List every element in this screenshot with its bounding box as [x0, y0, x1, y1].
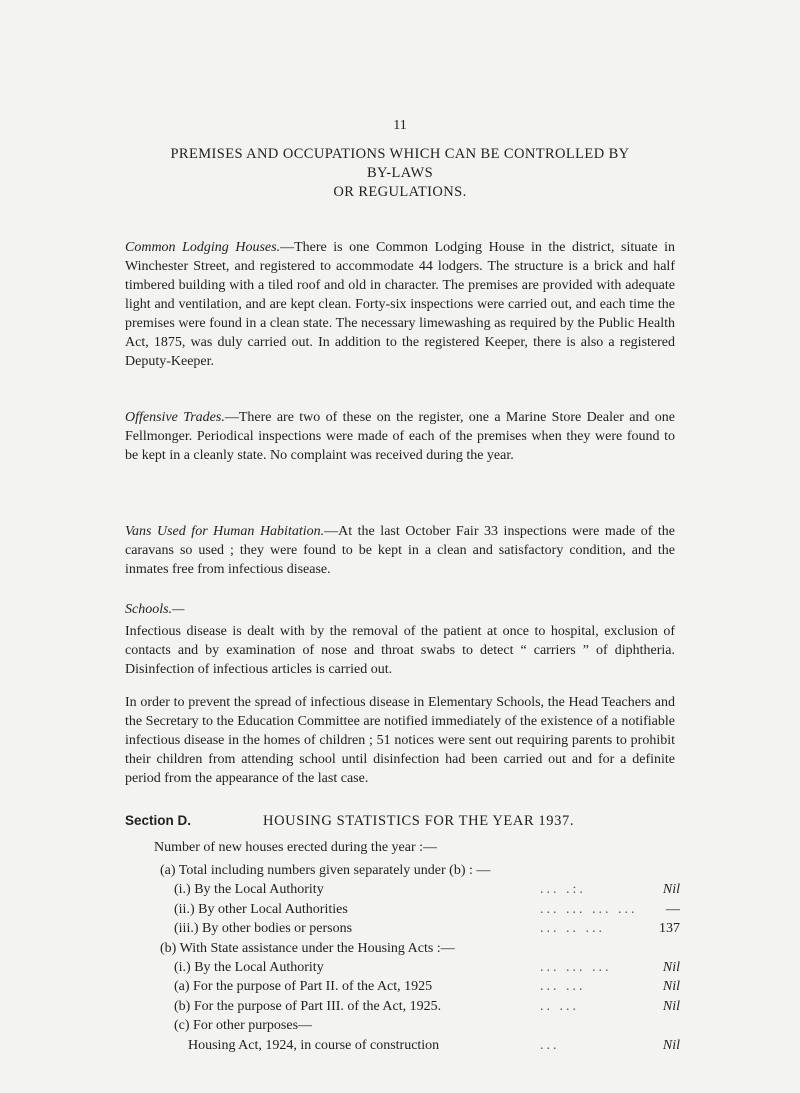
schools-heading: Schools.— [125, 602, 185, 617]
statistics-row-label: (i.) By the Local Authority [160, 959, 324, 975]
statistics-row-leader: ... [540, 1037, 560, 1053]
statistics-row-value: 137 [659, 921, 680, 937]
statistics-row [160, 902, 680, 921]
statistics-row-value: Nil [662, 979, 680, 995]
lodging-heading: Common Lodging Houses. [125, 240, 281, 255]
title-line-1: PREMISES AND OCCUPATIONS WHICH CAN BE CONTROLLED BY BY-LAWS [170, 146, 630, 181]
vans-text: —At the last October Fair 33 inspections were made of the caravans so used ; they were found to be kept in a clean and satisfactory condition, and the inmates free from infectious disease. [125, 524, 676, 577]
statistics-row [160, 863, 680, 882]
section-intro: Number of new houses erected during the year :— [154, 840, 438, 855]
statistics-row-label: (c) For other purposes— [160, 1018, 313, 1034]
statistics-row-label: (a) Total including numbers given separately under (b) : — [160, 863, 491, 878]
page-number: 11 [393, 118, 407, 133]
statistics-row-value: Nil [662, 998, 680, 1014]
trades-heading: Offensive Trades. [125, 410, 225, 425]
statistics-row-leader: ... .. ... [540, 921, 605, 937]
vans-paragraph [125, 522, 675, 579]
trades-text: —There are two of these on the register, one a Marine Store Dealer and one Fellmonger. Periodical inspections were made of each of the premises when they were found to be kept in a cleanly state. No complaint was received during the year. [125, 410, 675, 463]
statistics-row [160, 1038, 680, 1057]
lodging-paragraph [125, 238, 675, 371]
page-title [160, 145, 640, 202]
statistics-row-value: Nil [662, 959, 680, 975]
section-label: Section D. [125, 813, 192, 828]
statistics-row [160, 999, 680, 1018]
statistics-row [160, 921, 680, 940]
vans-heading: Vans Used for Human Habitation. [125, 524, 325, 539]
statistics-row [160, 1018, 680, 1037]
statistics-row [160, 882, 680, 901]
schools-paragraph-2: In order to prevent the spread of infectious disease in Elementary Schools, the Head Teachers and the Secretary to the Education Committee are notified immediately of the existence of a notifiable infectious disease in the homes of children ; 51 notices were sent out requiring parents to prohibit their children from attending school until disinfection had been carried out and for a definite period from the appearance of the last case. [125, 695, 675, 786]
title-line-2: OR REGULATIONS. [333, 184, 467, 200]
statistics-row-leader: ... ... ... [540, 959, 612, 975]
statistics-row-label: Housing Act, 1924, in course of construction [160, 1037, 440, 1053]
statistics-row-value: Nil [662, 1037, 680, 1053]
statistics-row-leader: ... .:. [540, 882, 586, 898]
statistics-row-label: (b) With State assistance under the Housing Acts :— [160, 940, 455, 956]
statistics-row [160, 941, 680, 960]
statistics-row-value: — [666, 901, 680, 917]
statistics-row [160, 979, 680, 998]
statistics-row-value: Nil [662, 882, 680, 898]
statistics-row-leader: ... ... ... ... [540, 901, 638, 917]
lodging-text: —There is one Common Lodging House in the district, situate in Winchester Street, and registered to accommodate 44 lodgers. The structure is a brick and half timbered building with a tiled roof and old in character. The premises are provided with adequate light and ventilation, and are kept clean. Forty-six inspections were carried out, and each time the premises were found in a clean state. The necessary limewashing as required by the Public Health Act, 1875, was duly carried out. In addition to the registered Keeper, there is also a registered Deputy-Keeper. [125, 240, 675, 369]
section-heading [125, 813, 685, 830]
schools-paragraph-1: Infectious disease is dealt with by the removal of the patient at once to hospital, exclusion of contacts and by examination of nose and throat swabs to detect “ carriers ” of diphtheria. Disinfection of infectious articles is carried out. [125, 624, 675, 677]
statistics-row-label: (iii.) By other bodies or persons [160, 921, 353, 937]
statistics-row-label: (i.) By the Local Authority [160, 882, 324, 898]
housing-statistics-list [160, 863, 680, 1057]
statistics-row-label: (ii.) By other Local Authorities [160, 901, 348, 917]
statistics-row [160, 960, 680, 979]
trades-paragraph [125, 408, 675, 465]
section-title: HOUSING STATISTICS FOR THE YEAR 1937. [263, 813, 575, 829]
statistics-row-label: (a) For the purpose of Part II. of the Act, 1925 [160, 979, 433, 995]
statistics-row-leader: ... ... [540, 979, 586, 995]
statistics-row-leader: .. ... [540, 998, 579, 1014]
statistics-row-label: (b) For the purpose of Part III. of the Act, 1925. [160, 998, 442, 1014]
